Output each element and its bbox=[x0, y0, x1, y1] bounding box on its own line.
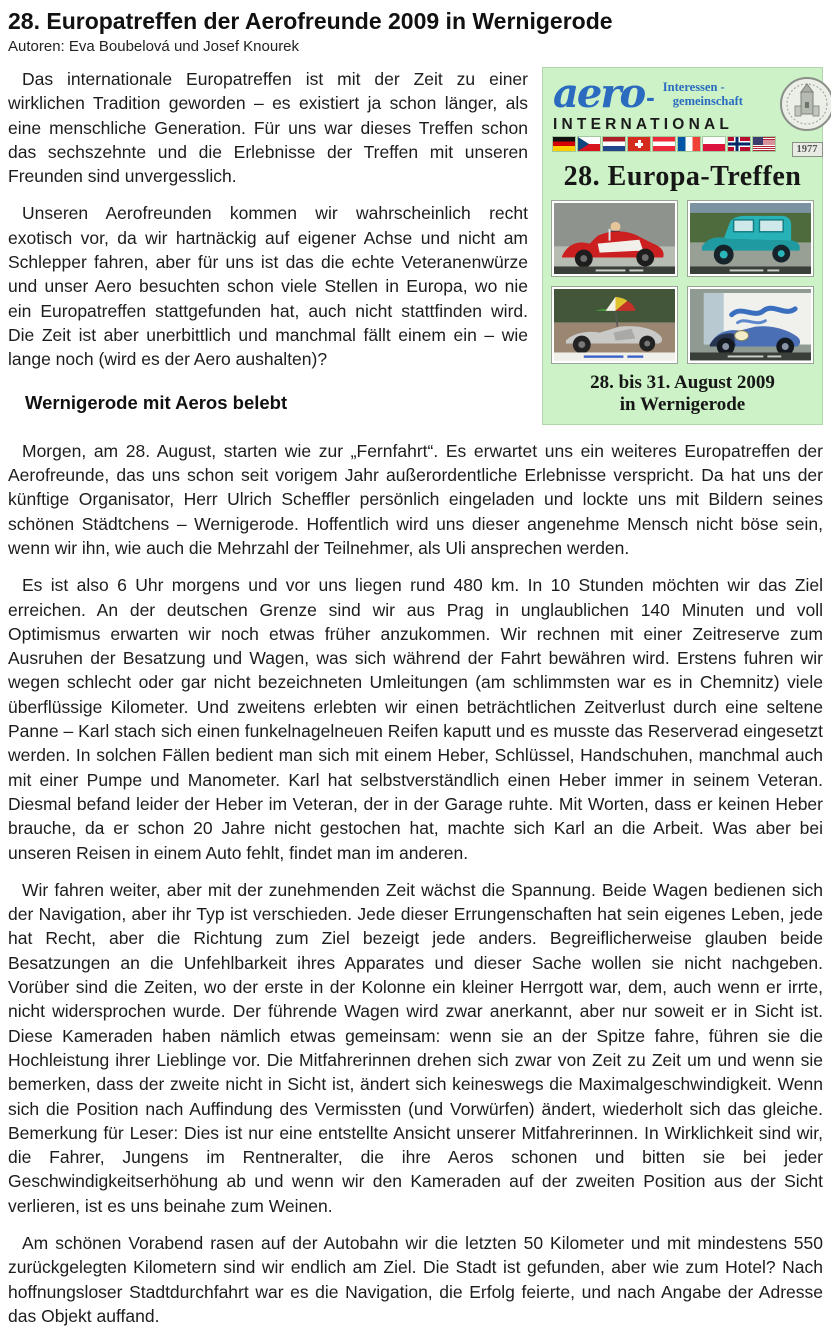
flag-czech-republic-icon bbox=[578, 137, 600, 151]
flag-usa-icon bbox=[753, 137, 775, 151]
club-seal bbox=[775, 74, 831, 157]
event-dates bbox=[549, 372, 816, 416]
international-label: INTERNATIONAL bbox=[553, 116, 734, 133]
event-date-range: 28. bis 31. August 2009 bbox=[590, 371, 775, 393]
flag-norway-icon bbox=[728, 137, 750, 151]
aero-logo-block bbox=[549, 70, 775, 151]
seal-emblem-icon bbox=[775, 76, 831, 134]
authors-line: Autoren: Eva Boubelová und Josef Knourek bbox=[8, 38, 300, 55]
paragraph-1: Das internationale Europatreffen ist mit der Zeit zu einer wirklichen Tradition geworden – es existiert ja schon länger, als eine menschliche Generation. Für uns war dieses Treffen schon das sechszehnte und die Erlebnisse der Treffen mit unseren Freunden sind unvergesslich. bbox=[8, 69, 528, 187]
photo-silver-aero-racer-umbrella bbox=[551, 286, 678, 363]
aero-logo-icon: aero bbox=[553, 70, 645, 117]
paragraph-5: Wir fahren weiter, aber mit der zunehmenden Zeit wächst die Spannung. Beide Wagen bedienen sich der Navigation, aber ihr Typ ist verschieden. Jede dieser Errungenschaften hat sein eigenes Leben, jede hat Recht, aber die Richtung zum Ziel bezeigt jede anders. Begreiflicherweise glauben beide Besatzungen an die Unfehlbarkeit ihres Apparates und dieser Sache wollen sie nicht nachgeben. Vorüber sind die Zeiten, wo der erste in der Kolonne ein kleiner Herrgott war, dem, auch wenn er irrte, nicht widersprochen wurde. Der führende Wagen wird zwar anerkannt, aber nur soweit er in Sicht ist. Diese Kameraden haben nämlich etwas gemeinsam: wenn sie an der Spitze fahre, führen sie die Hochleistung ihrer Lieblinge vor. Die Mitfahrerinnen drehen sich zwar von Zeit zu Zeit um und wenn sie bemerken, dass der zweite nicht in Sicht ist, ändert sich keineswegs die Maximalgeschwindigkeit. Wenn sich die Position nach Auffindung des Vermissten (und Vorwürfen) ändert, wiederholt sich das gleiche. Bemerkung für Leser: Dies ist nur eine entstellte Ansicht unserer Mitfahrerinnen. In Wirklichkeit sind wir, die Fahrer, Jungens im Rentneralter, die ihre Aeros schonen und bitten sie bei jeder Geschwindigkeitserhöhung ab und wenn wir den Kameraden auf der zweiten Position aus der Sicht verlieren, ist es uns beinahe zum Weinen. bbox=[8, 879, 823, 1216]
paragraph-3: Morgen, am 28. August, starten wie zur „Fernfahrt“. Es erwartet uns ein weiteres Europatreffen der Aerofreunde, das uns schon seit vorigem Jahr außerordentliche Erlebnisse verspricht. Da hat uns der künftige Organisator, Herr Ulrich Scheffler persönlich eingeladen und lockte uns mit Bildern seines schönen Städtchens – Wernigerode. Hoffentlich wird uns dieser angenehme Mensch nicht böse sein, wenn wir ihn, wie auch die Mehrzahl der Teilnehmer, als Uli ansprechen werden. bbox=[8, 440, 823, 558]
left-text-column bbox=[8, 67, 528, 414]
flags-row bbox=[553, 137, 775, 151]
paragraph-2: Unseren Aerofreunden kommen wir wahrscheinlich recht exotisch vor, da wir hartnäckig auf eigener Achse und nicht am Schlepper fahren, aber für uns ist das die echte Veteranenwürze und unser Aero besuchten schon viele Stellen in Europa, wo nie ein Europatreffen stattgefunden hat, auch nicht stattfinden wird. Die Zeit ist aber unerbittlich und manchmal fällt einem ein – wie lange noch (wird es der Aero aushalten)? bbox=[8, 203, 528, 370]
paragraph-6: Am schönen Vorabend rasen auf der Autobahn wir die letzten 50 Kilometer und mit mindestens 550 zurückgelegten Kilometern sind wir endlich am Ziel. Die Stadt ist gefunden, aber wie zum Hotel? Nach hoffnungsloser Stadtdurchfahrt war es die Navigation, die Erfolg feierte, und nach Angabe der Adresse das Objekt auffand. bbox=[8, 1233, 823, 1326]
photo-red-white-aero-roadster bbox=[551, 200, 678, 277]
interest-line-1: Interessen - bbox=[662, 80, 725, 94]
photo-blue-aero-cabriolet-van bbox=[687, 286, 814, 363]
flag-switzerland-icon bbox=[628, 137, 650, 151]
flag-germany-icon bbox=[553, 137, 575, 151]
event-location: in Wernigerode bbox=[619, 393, 746, 415]
top-section bbox=[8, 67, 823, 425]
photo-grid bbox=[549, 200, 816, 364]
aero-logo-dash: - bbox=[646, 82, 655, 112]
flag-poland-icon bbox=[703, 137, 725, 151]
section-heading: Wernigerode mit Aeros belebt bbox=[25, 391, 288, 413]
flag-netherlands-icon bbox=[603, 137, 625, 151]
paragraph-4: Es ist also 6 Uhr morgens und vor uns liegen rund 480 km. In 10 Stunden möchten wir das Ziel erreichen. An der deutschen Grenze sind wir aus Prag in unglaublichen 140 Minuten und voll Optimismus erwarten wir noch etwas früher anzukommen. Wir rechnen mit einer Zeitreserve zum Ausruhen der Besatzung und Wagen, was sich während der Fahrt bewähren wird. Erstens fuhren wir wegen schlecht oder gar nicht bezeichneten Umleitungen (am schlimmsten war es in Chemnitz) viele überflüssige Kilometer. Und zweitens erlebten wir einen beträchtlichen Zeitverlust durch eine seltene Panne – Karl stach sich einen funkelnagelneuen Reifen kaputt und es musste das Reserverad eingesetzt werden. In solchen Fällen bedient man sich mit einem Heber, Schlüssel, Handschuhen, manchmal auch mit einer Pumpe und Manometer. Karl hat selbstverständlich einen Heber immer in seinem Veteran. Diesmal befand leider der Heber im Veteran, der in der Garage ruhte. Mit Worten, dass er keinen Heber brauche, da er schon 20 Jahre nicht gestochen hat, machte sich Karl an die Arbeit. Was aber bei unseren Reisen in einem Auto fehlt, findet man im anderen. bbox=[8, 575, 823, 863]
interest-line-2: gemeinschaft bbox=[672, 94, 743, 108]
event-banner bbox=[542, 67, 823, 425]
full-width-text bbox=[8, 439, 823, 1328]
flag-france-icon bbox=[678, 137, 700, 151]
seal-year: 1977 bbox=[792, 142, 823, 157]
page-title: 28. Europatreffen der Aerofreunde 2009 in Wernigerode bbox=[8, 8, 613, 34]
flag-austria-icon bbox=[653, 137, 675, 151]
interest-group-label bbox=[663, 80, 743, 108]
banner-header bbox=[549, 70, 818, 157]
event-title: 28. Europa-Treffen bbox=[563, 161, 802, 192]
photo-turquoise-aero-sedan bbox=[687, 200, 814, 277]
